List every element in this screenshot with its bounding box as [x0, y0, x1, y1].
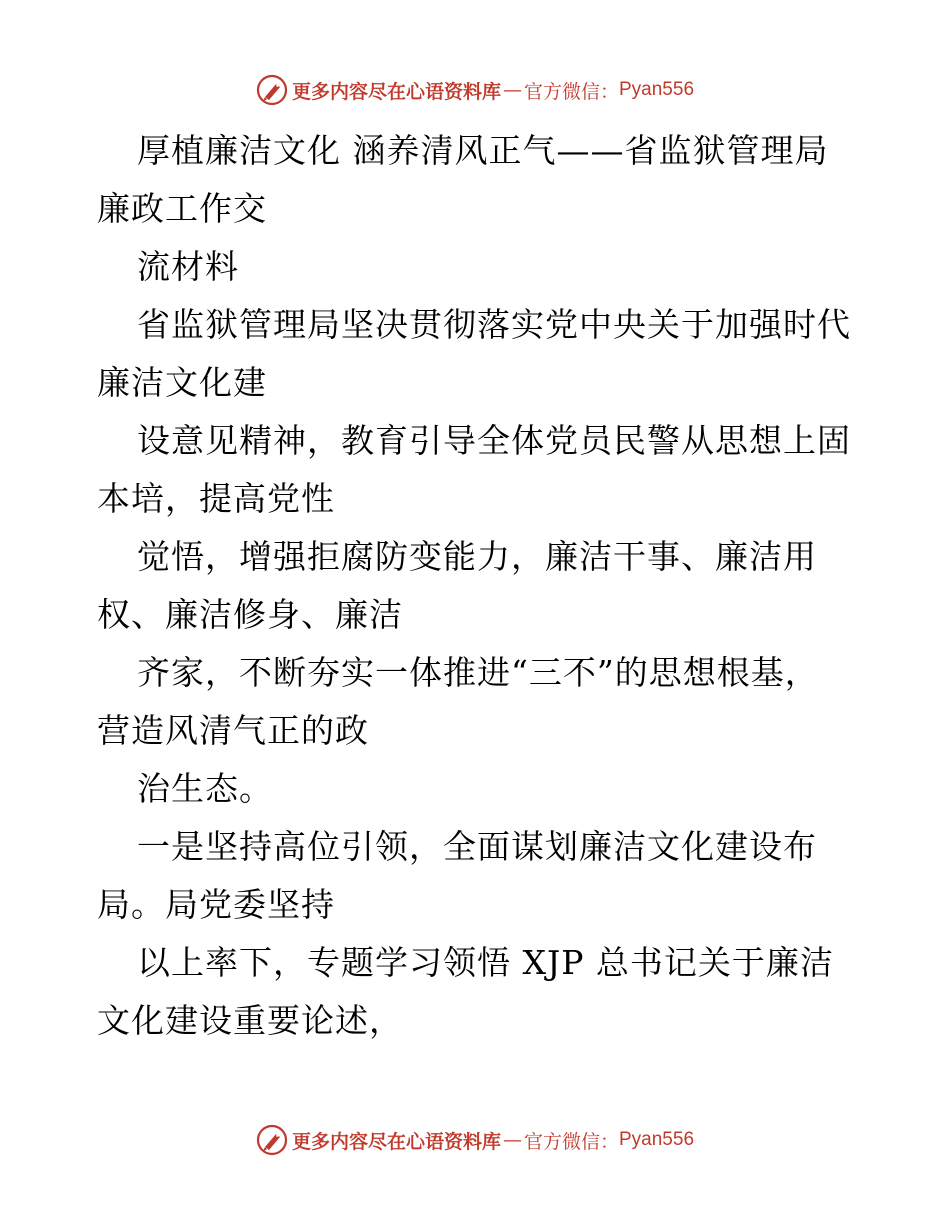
text-line: 局。局党委坚持 [97, 885, 335, 924]
watermark-dash: — [502, 79, 522, 101]
document-body [97, 122, 877, 1050]
watermark-wechat-label: 官方微信： [523, 80, 619, 103]
watermark-brand-text: 更多内容尽在心语资料库 [291, 80, 501, 103]
watermark-wechat-id: Pyan556 [619, 1129, 695, 1150]
text-line: 一是坚持高位引领，全面谋划廉洁文化建设布 [137, 827, 817, 866]
watermark-wechat-id: Pyan556 [619, 79, 695, 100]
text-line: 权、廉洁修身、廉洁 [97, 595, 403, 634]
text-line: 设意见精神，教育引导全体党员民警从思想上固 [137, 421, 851, 460]
text-line: 营造风清气正的政 [97, 711, 369, 750]
text-line: 治生态。 [137, 769, 273, 808]
watermark-banner-top [0, 70, 950, 110]
pen-nib-logo-icon [256, 1124, 288, 1156]
text-line: 省监狱管理局坚决贯彻落实党中央关于加强时代 [137, 305, 851, 344]
watermark-banner-bottom [0, 1120, 950, 1160]
watermark-dash: — [502, 1129, 522, 1151]
text-line: 文化建设重要论述， [97, 1001, 403, 1040]
text-line: 觉悟，增强拒腐防变能力，廉洁干事、廉洁用 [137, 537, 817, 576]
text-line: 以上率下，专题学习领悟 XJP 总书记关于廉洁 [137, 943, 834, 982]
text-line: 廉洁文化建 [97, 363, 267, 402]
text-line: 齐家，不断夯实一体推进“三不”的思想根基， [137, 653, 819, 692]
text-line: 厚植廉洁文化 涵养清风正气——省监狱管理局 [137, 131, 829, 170]
watermark-wechat-label: 官方微信： [523, 1130, 619, 1153]
text-line: 本培，提高党性 [97, 479, 335, 518]
text-line: 流材料 [137, 247, 239, 286]
text-line: 廉政工作交 [97, 189, 267, 228]
watermark-brand-text: 更多内容尽在心语资料库 [291, 1130, 501, 1153]
pen-nib-logo-icon [256, 74, 288, 106]
